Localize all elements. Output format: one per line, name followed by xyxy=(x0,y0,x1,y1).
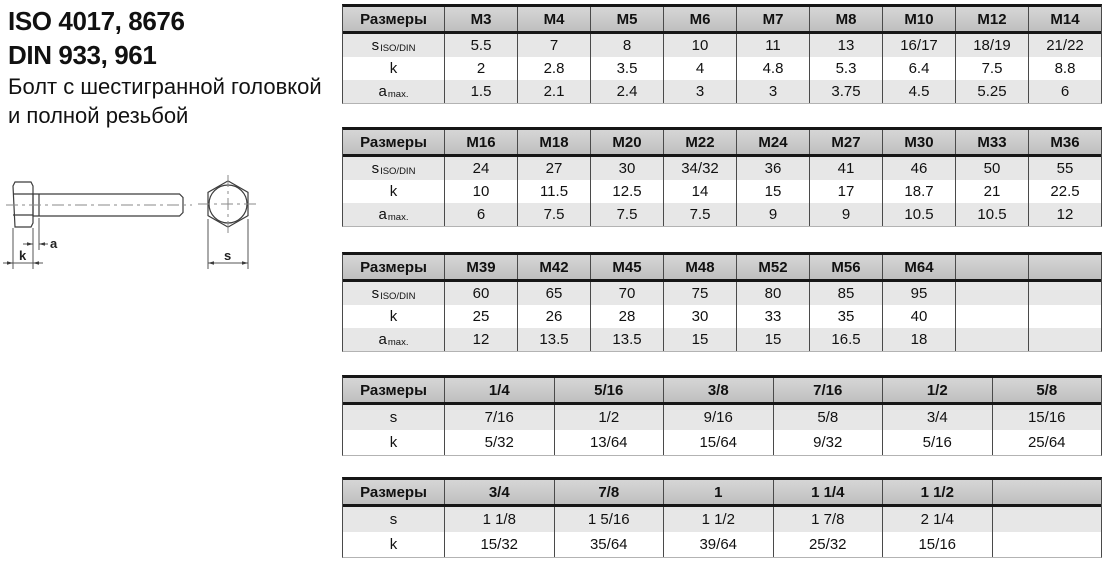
size-column-header xyxy=(1028,255,1101,279)
dimension-label-a: a xyxy=(50,236,58,251)
value-cell: 34/32 xyxy=(663,157,736,180)
table-data-row xyxy=(343,305,1101,328)
size-column-header: M36 xyxy=(1028,130,1101,154)
value-cell xyxy=(955,305,1028,328)
standard-din: DIN 933, 961 xyxy=(8,40,157,70)
value-cell: 18 xyxy=(882,328,955,351)
size-column-header: M22 xyxy=(663,130,736,154)
size-column-header: M8 xyxy=(809,7,882,31)
value-cell: 1.5 xyxy=(444,80,517,103)
value-cell: 25/32 xyxy=(773,532,883,557)
table-data-row xyxy=(343,405,1101,430)
value-cell: 10 xyxy=(444,180,517,203)
value-cell: 8 xyxy=(590,34,663,57)
value-cell: 24 xyxy=(444,157,517,180)
dimensions-table-1 xyxy=(342,4,1102,104)
size-column-header: M18 xyxy=(517,130,590,154)
value-cell: 2.8 xyxy=(517,57,590,80)
value-cell: 27 xyxy=(517,157,590,180)
value-cell: 1 7/8 xyxy=(773,507,883,532)
value-cell: 30 xyxy=(590,157,663,180)
value-cell: 15 xyxy=(663,328,736,351)
standard-iso: ISO 4017, 8676 xyxy=(8,6,185,36)
size-column-header: M39 xyxy=(444,255,517,279)
value-cell: 15 xyxy=(736,328,809,351)
table-corner-label: Размеры xyxy=(360,133,427,151)
row-parameter-label: s xyxy=(389,511,398,528)
value-cell: 1 1/2 xyxy=(663,507,773,532)
size-column-header: M20 xyxy=(590,130,663,154)
size-column-header: 3/4 xyxy=(444,480,554,504)
value-cell: 13.5 xyxy=(590,328,663,351)
size-column-header: M27 xyxy=(809,130,882,154)
value-cell: 50 xyxy=(955,157,1028,180)
value-cell xyxy=(1028,305,1101,328)
size-column-header: M48 xyxy=(663,255,736,279)
value-cell: 3.75 xyxy=(809,80,882,103)
size-column-header: M12 xyxy=(955,7,1028,31)
value-cell: 8.8 xyxy=(1028,57,1101,80)
value-cell xyxy=(992,507,1102,532)
dimension-label-k: k xyxy=(19,248,27,263)
value-cell: 46 xyxy=(882,157,955,180)
value-cell: 22.5 xyxy=(1028,180,1101,203)
size-column-header: M30 xyxy=(882,130,955,154)
size-column-header: 1/4 xyxy=(444,378,554,402)
value-cell: 5/32 xyxy=(444,430,554,455)
value-cell xyxy=(992,532,1102,557)
value-cell: 2.1 xyxy=(517,80,590,103)
value-cell: 60 xyxy=(444,282,517,305)
value-cell: 16/17 xyxy=(882,34,955,57)
value-cell: 35/64 xyxy=(554,532,664,557)
table-data-row xyxy=(343,203,1101,226)
value-cell: 6 xyxy=(444,203,517,226)
value-cell: 7.5 xyxy=(955,57,1028,80)
size-column-header: 1 xyxy=(663,480,773,504)
row-parameter-label: k xyxy=(389,60,398,77)
table-corner-label: Размеры xyxy=(360,381,427,399)
value-cell: 15/16 xyxy=(882,532,992,557)
description-line-2: и полной резьбой xyxy=(8,103,189,128)
row-parameter-label: s $_{ISO/DIN}$ xyxy=(371,37,416,54)
value-cell: 13 xyxy=(809,34,882,57)
value-cell: 7.5 xyxy=(517,203,590,226)
row-parameter-label: k xyxy=(389,308,398,325)
size-column-header: M45 xyxy=(590,255,663,279)
table-data-row xyxy=(343,532,1101,557)
value-cell xyxy=(1028,328,1101,351)
size-column-header: M7 xyxy=(736,7,809,31)
value-cell: 4.5 xyxy=(882,80,955,103)
value-cell: 15/64 xyxy=(663,430,773,455)
size-column-header: M10 xyxy=(882,7,955,31)
row-parameter-label: s $_{ISO/DIN}$ xyxy=(371,285,416,302)
row-parameter-label: a $_{max.}$ xyxy=(378,331,409,348)
size-column-header: M3 xyxy=(444,7,517,31)
value-cell: 3 xyxy=(736,80,809,103)
value-cell: 28 xyxy=(590,305,663,328)
value-cell: 12.5 xyxy=(590,180,663,203)
size-column-header: 7/16 xyxy=(773,378,883,402)
value-cell: 1 5/16 xyxy=(554,507,664,532)
value-cell: 95 xyxy=(882,282,955,305)
value-cell: 55 xyxy=(1028,157,1101,180)
value-cell: 10.5 xyxy=(955,203,1028,226)
value-cell: 6 xyxy=(1028,80,1101,103)
table-header-row xyxy=(343,7,1101,34)
value-cell xyxy=(1028,282,1101,305)
value-cell: 1/2 xyxy=(554,405,664,430)
value-cell: 6.4 xyxy=(882,57,955,80)
size-column-header: 1 1/4 xyxy=(773,480,883,504)
table-data-row xyxy=(343,80,1101,103)
row-parameter-label: k xyxy=(389,183,398,200)
description-line-1: Болт с шестигранной головкой xyxy=(8,74,322,99)
value-cell: 7/16 xyxy=(444,405,554,430)
value-cell: 5.25 xyxy=(955,80,1028,103)
value-cell: 15/32 xyxy=(444,532,554,557)
table-data-row xyxy=(343,328,1101,351)
value-cell xyxy=(955,328,1028,351)
value-cell: 16.5 xyxy=(809,328,882,351)
value-cell: 36 xyxy=(736,157,809,180)
table-data-row xyxy=(343,57,1101,80)
table-data-row xyxy=(343,157,1101,180)
size-column-header: M6 xyxy=(663,7,736,31)
dimensions-table-5 xyxy=(342,477,1102,558)
value-cell: 7 xyxy=(517,34,590,57)
table-header-row xyxy=(343,130,1101,157)
value-cell: 85 xyxy=(809,282,882,305)
table-data-row xyxy=(343,282,1101,305)
size-column-header: 1 1/2 xyxy=(882,480,992,504)
size-column-header xyxy=(955,255,1028,279)
size-column-header: M14 xyxy=(1028,7,1101,31)
row-parameter-label: k xyxy=(389,434,398,451)
value-cell: 2 xyxy=(444,57,517,80)
size-column-header: M56 xyxy=(809,255,882,279)
size-column-header: M42 xyxy=(517,255,590,279)
value-cell: 9/32 xyxy=(773,430,883,455)
dimensions-table-3 xyxy=(342,252,1102,352)
table-data-row xyxy=(343,34,1101,57)
size-column-header: 5/8 xyxy=(992,378,1102,402)
value-cell: 9 xyxy=(736,203,809,226)
value-cell: 12 xyxy=(1028,203,1101,226)
value-cell: 40 xyxy=(882,305,955,328)
value-cell: 25 xyxy=(444,305,517,328)
size-column-header: M64 xyxy=(882,255,955,279)
value-cell: 3/4 xyxy=(882,405,992,430)
value-cell: 10 xyxy=(663,34,736,57)
value-cell: 7.5 xyxy=(590,203,663,226)
value-cell: 75 xyxy=(663,282,736,305)
value-cell: 65 xyxy=(517,282,590,305)
size-column-header: M24 xyxy=(736,130,809,154)
table-data-row xyxy=(343,180,1101,203)
value-cell: 11 xyxy=(736,34,809,57)
value-cell: 5/16 xyxy=(882,430,992,455)
row-parameter-label: s $_{ISO/DIN}$ xyxy=(371,160,416,177)
size-column-header: 3/8 xyxy=(663,378,773,402)
table-corner-label: Размеры xyxy=(360,10,427,28)
value-cell: 2 1/4 xyxy=(882,507,992,532)
value-cell xyxy=(955,282,1028,305)
value-cell: 13/64 xyxy=(554,430,664,455)
title-block xyxy=(8,4,322,130)
table-header-row xyxy=(343,480,1101,507)
value-cell: 9 xyxy=(809,203,882,226)
value-cell: 12 xyxy=(444,328,517,351)
size-column-header: M33 xyxy=(955,130,1028,154)
value-cell: 4.8 xyxy=(736,57,809,80)
table-data-row xyxy=(343,430,1101,455)
value-cell: 3.5 xyxy=(590,57,663,80)
size-column-header xyxy=(992,480,1102,504)
value-cell: 17 xyxy=(809,180,882,203)
value-cell: 26 xyxy=(517,305,590,328)
value-cell: 5/8 xyxy=(773,405,883,430)
value-cell: 39/64 xyxy=(663,532,773,557)
size-column-header: M16 xyxy=(444,130,517,154)
dimensions-table-4 xyxy=(342,375,1102,456)
value-cell: 25/64 xyxy=(992,430,1102,455)
value-cell: 70 xyxy=(590,282,663,305)
value-cell: 4 xyxy=(663,57,736,80)
row-parameter-label: a $_{max.}$ xyxy=(378,83,409,100)
value-cell: 9/16 xyxy=(663,405,773,430)
size-column-header: M5 xyxy=(590,7,663,31)
size-column-header: 5/16 xyxy=(554,378,664,402)
bolt-technical-drawing xyxy=(0,168,280,283)
size-column-header: 7/8 xyxy=(554,480,664,504)
table-corner-label: Размеры xyxy=(360,483,427,501)
value-cell: 15/16 xyxy=(992,405,1102,430)
value-cell: 30 xyxy=(663,305,736,328)
value-cell: 41 xyxy=(809,157,882,180)
value-cell: 35 xyxy=(809,305,882,328)
size-column-header: M52 xyxy=(736,255,809,279)
row-parameter-label: s xyxy=(389,409,398,426)
size-column-header: 1/2 xyxy=(882,378,992,402)
size-column-header: M4 xyxy=(517,7,590,31)
table-header-row xyxy=(343,378,1101,405)
value-cell: 80 xyxy=(736,282,809,305)
value-cell: 18.7 xyxy=(882,180,955,203)
value-cell: 10.5 xyxy=(882,203,955,226)
value-cell: 3 xyxy=(663,80,736,103)
value-cell: 5.3 xyxy=(809,57,882,80)
value-cell: 13.5 xyxy=(517,328,590,351)
row-parameter-label: k xyxy=(389,536,398,553)
value-cell: 5.5 xyxy=(444,34,517,57)
value-cell: 1 1/8 xyxy=(444,507,554,532)
value-cell: 14 xyxy=(663,180,736,203)
dimension-label-s: s xyxy=(224,248,232,263)
dimensions-table-2 xyxy=(342,127,1102,227)
value-cell: 33 xyxy=(736,305,809,328)
table-corner-label: Размеры xyxy=(360,258,427,276)
value-cell: 7.5 xyxy=(663,203,736,226)
row-parameter-label: a $_{max.}$ xyxy=(378,206,409,223)
table-data-row xyxy=(343,507,1101,532)
value-cell: 21/22 xyxy=(1028,34,1101,57)
value-cell: 18/19 xyxy=(955,34,1028,57)
table-header-row xyxy=(343,255,1101,282)
value-cell: 21 xyxy=(955,180,1028,203)
value-cell: 11.5 xyxy=(517,180,590,203)
value-cell: 2.4 xyxy=(590,80,663,103)
value-cell: 15 xyxy=(736,180,809,203)
